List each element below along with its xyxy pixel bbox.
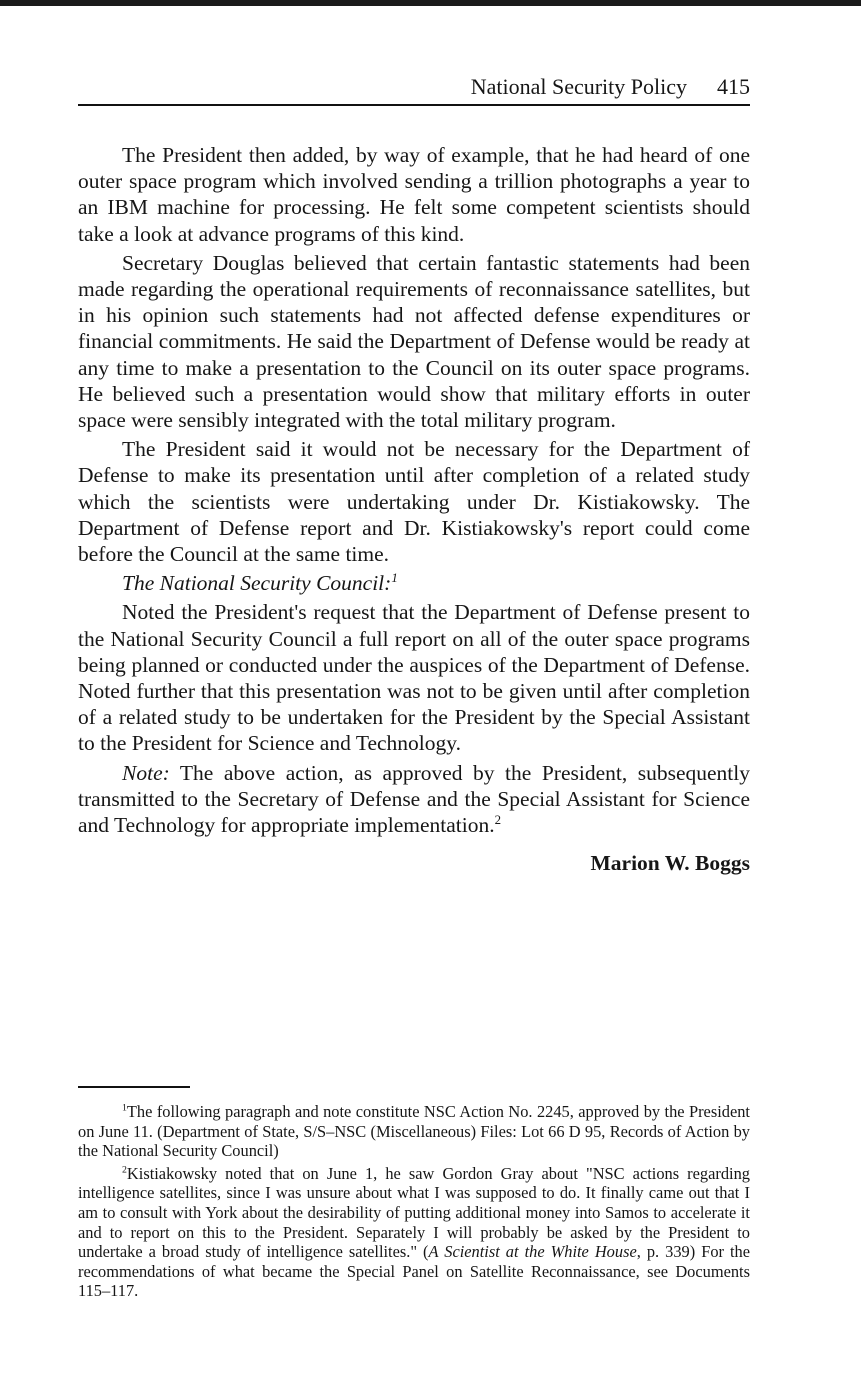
- paragraph-note: [78, 760, 750, 839]
- footnote-rule: [78, 1086, 190, 1088]
- footnote-1-mark: 1: [122, 1102, 127, 1114]
- footnote-2-mark: 2: [122, 1164, 127, 1176]
- page-number: 415: [717, 74, 750, 99]
- paragraph-president-example: The President then added, by way of example, that he had heard of one outer space program which involved sending a trillion photographs a year to an IBM machine for processing. He felt some competent scientists should take a look at advance programs of this kind.: [78, 143, 750, 246]
- footnote-2-text-a: Kistiakowsky noted that on June 1, he saw Gordon Gray about "NSC actions regarding intelligence satellites, since I was unsure about what I was supposed to do. It finally came out that I am to consult with York about the desirability of putting additional money into Samos to accelerate it and to report on this to the President. Separately I will probably be asked by the President to undertake a broad study of intelligence satellites." (: [78, 1163, 750, 1262]
- paragraph-secretary-douglas: Secretary Douglas believed that certain fantastic statements had been made regarding the operational requirements of reconnaissance satellites, but in his opinion such statements had not affected defense expenditures or financial commitments. He said the Department of Defense would be ready at any time to make a presentation to the Council on its outer space programs. He believed such a presentation would show that military efforts in outer space were sensibly integrated with the total military program.: [78, 250, 750, 433]
- page-top-edge: [0, 0, 861, 6]
- footnote-2-text-b: , p. 339) For the recommendations of what became the Special Panel on Satellite Reconnaissance, see Documents 115–117.: [78, 1242, 751, 1301]
- paragraph-nsc-action: Noted the President's request that the Department of Defense present to the National Security Council a full report on all of the outer space programs being planned or conducted under the auspices of the Department of Defense. Noted further that this presentation was not to be given until after completion of a related study to be undertaken for the President by the Special Assistant to the President for Science and Technology.: [78, 600, 750, 756]
- running-header-title: National Security Policy: [470, 74, 687, 99]
- nsc-heading-text: The National Security Council:: [122, 571, 392, 596]
- note-label: Note:: [122, 760, 170, 785]
- note-text: The above action, as approved by the President, subsequently transmitted to the Secretary of Defense and the Special Assistant for Science and Technology for appropriate implementation.: [78, 760, 750, 838]
- signature: Marion W. Boggs: [590, 851, 750, 876]
- footnote-ref-1[interactable]: 1: [391, 571, 398, 586]
- footnote-1-text: The following paragraph and note constitute NSC Action No. 2245, approved by the President on June 11. (Department of State, S/S–NSC (Miscellaneous) Files: Lot 66 D 95, Records of Action by the National Security Council): [78, 1102, 750, 1161]
- footnotes: [78, 1102, 750, 1304]
- running-header: [78, 74, 750, 106]
- footnote-1: [78, 1102, 750, 1161]
- main-text: [78, 142, 750, 876]
- nsc-heading: [78, 570, 750, 596]
- footnote-2-book-title: A Scientist at the White House: [428, 1242, 637, 1262]
- footnote-ref-2[interactable]: 2: [494, 812, 502, 827]
- footnote-2: [78, 1164, 750, 1301]
- paragraph-president-presentation: The President said it would not be necessary for the Department of Defense to make its presentation until after completion of a related study which the scientists were undertaking under Dr. Kistiakowsky. The Department of Defense report and Dr. Kistiakowsky's report could come before the Council at the same time.: [78, 437, 750, 567]
